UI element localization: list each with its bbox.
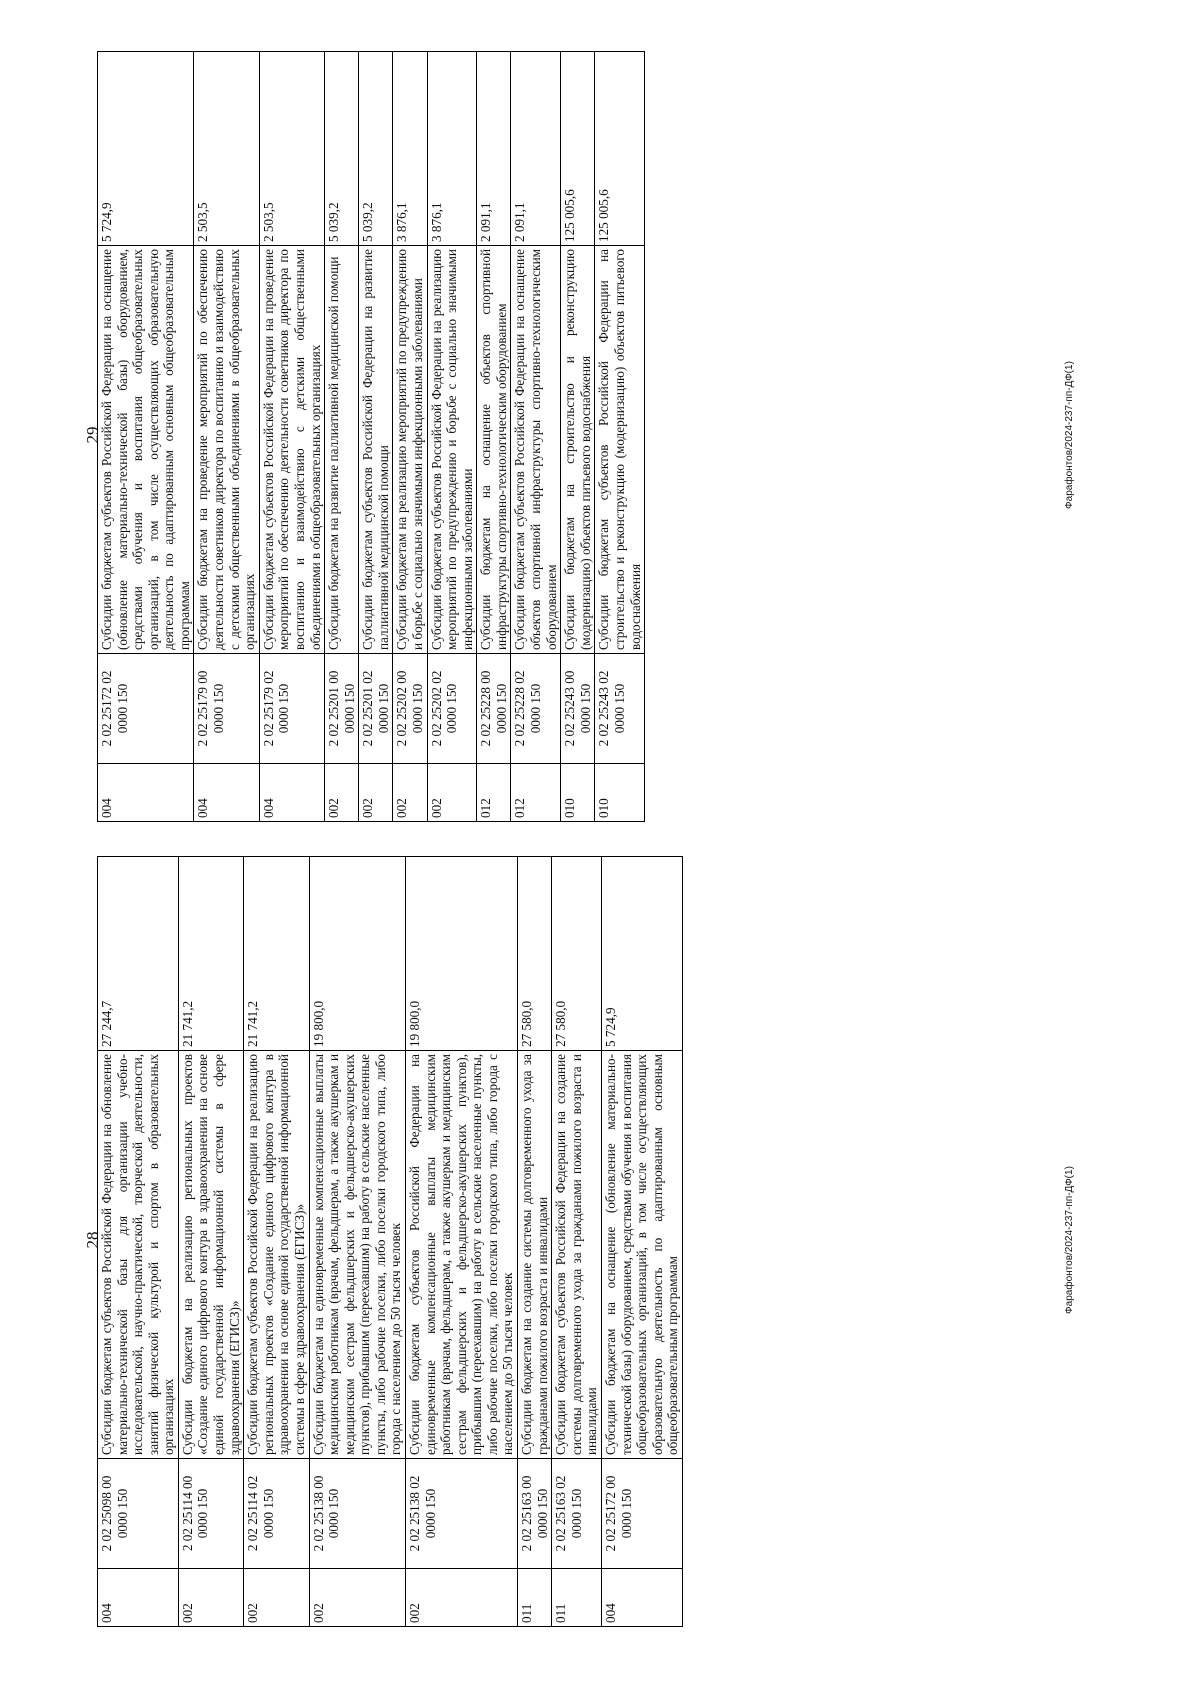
table-row: [511, 52, 561, 822]
table-row: [561, 52, 595, 822]
admin-code-cell: 010: [561, 764, 595, 822]
budget-code-cell: 2 02 25172 00 0000 150: [601, 1459, 682, 1569]
amount-cell: 2 091,1: [477, 52, 511, 246]
budget-code-cell: 2 02 25179 02 0000 150: [259, 654, 324, 764]
budget-code-cell: 2 02 25202 02 0000 150: [427, 654, 477, 764]
income-name-cell: Субсидии бюджетам на проведение мероприятий по обеспечению деятельности советников директора по воспитанию и взаимодействию с детскими общественными объединениями в общеобразовательных организациях: [194, 246, 259, 654]
amount-cell: 5 039,2: [325, 52, 359, 246]
table-row: [595, 52, 645, 822]
budget-code-cell: 2 02 25098 00 0000 150: [98, 1459, 179, 1569]
budget-code-cell: 2 02 25228 02 0000 150: [511, 654, 561, 764]
budget-code-cell: 2 02 25201 00 0000 150: [325, 654, 359, 764]
page-number: 29: [83, 426, 102, 444]
table-row: [178, 857, 243, 1627]
admin-code-cell: 002: [427, 764, 477, 822]
income-name-cell: Субсидии бюджетам субъектов Российской Федерации на строительство и реконструкцию (модернизацию) объектов питьевого водоснабжения: [595, 246, 645, 654]
table-row: [405, 857, 517, 1627]
admin-code-cell: 004: [194, 764, 259, 822]
admin-code-cell: 002: [244, 1569, 309, 1627]
budget-code-cell: 2 02 25172 02 0000 150: [98, 654, 194, 764]
table-row: [98, 857, 179, 1627]
budget-code-cell: 2 02 25243 02 0000 150: [595, 654, 645, 764]
income-name-cell: Субсидии бюджетам субъектов Российской Федерации на проведение мероприятий по обеспечению деятельности советников директора по воспитанию и взаимодействию с детскими общественными объединениями в общеобразовательных организациях: [259, 246, 324, 654]
revenue-table: [97, 856, 683, 1627]
budget-code-cell: 2 02 25138 02 0000 150: [405, 1459, 517, 1569]
admin-code-cell: 002: [309, 1569, 405, 1627]
income-name-cell: Субсидии бюджетам на оснащение объектов спортивной инфраструктуры спортивно-технологическим оборудованием: [477, 246, 511, 654]
admin-code-cell: 011: [552, 1569, 602, 1627]
admin-code-cell: 002: [405, 1569, 517, 1627]
amount-cell: 2 091,1: [511, 52, 561, 246]
admin-code-cell: 002: [359, 764, 393, 822]
budget-code-cell: 2 02 25163 02 0000 150: [552, 1459, 602, 1569]
amount-cell: 19 800,0: [405, 857, 517, 1051]
amount-cell: 3 876,1: [393, 52, 427, 246]
budget-code-cell: 2 02 25179 00 0000 150: [194, 654, 259, 764]
amount-cell: 5 039,2: [359, 52, 393, 246]
amount-cell: 21 741,2: [244, 857, 309, 1051]
admin-code-cell: 002: [325, 764, 359, 822]
table-row: [259, 52, 324, 822]
amount-cell: 27 580,0: [552, 857, 602, 1051]
amount-cell: 2 503,5: [194, 52, 259, 246]
page-29: [75, 40, 1075, 830]
admin-code-cell: 004: [601, 1569, 682, 1627]
income-name-cell: Субсидии бюджетам на реализацию мероприятий по предупреждению и борьбе с социально значимыми инфекционными заболеваниями: [393, 246, 427, 654]
admin-code-cell: 004: [98, 1569, 179, 1627]
admin-code-cell: 012: [511, 764, 561, 822]
amount-cell: 2 503,5: [259, 52, 324, 246]
amount-cell: 5 724,9: [601, 857, 682, 1051]
page-number: 28: [83, 1231, 102, 1249]
amount-cell: 21 741,2: [178, 857, 243, 1051]
revenue-table: [97, 51, 645, 822]
table-row: [244, 857, 309, 1627]
income-name-cell: Субсидии бюджетам на реализацию региональных проектов «Создание единого цифрового контура в здравоохранении на основе единой государственной информационной системы в сфере здравоохранения (ЕГИСЗ)»: [178, 1051, 243, 1459]
budget-code-cell: 2 02 25114 00 0000 150: [178, 1459, 243, 1569]
income-name-cell: Субсидии бюджетам субъектов Российской Федерации на оснащение (обновление материально-технической базы) оборудованием, средствами обучения и воспитания общеобразовательных организаций, в том числе осуществляющих образовательную деятельность по адаптированным основным общеобразовательным программам: [98, 246, 194, 654]
admin-code-cell: 004: [259, 764, 324, 822]
page-28: [75, 845, 1075, 1635]
budget-code-cell: 2 02 25138 00 0000 150: [309, 1459, 405, 1569]
table-row: [552, 857, 602, 1627]
income-name-cell: Субсидии бюджетам субъектов Российской Федерации на оснащение объектов спортивной инфраструктуры спортивно-технологическим оборудованием: [511, 246, 561, 654]
budget-code-cell: 2 02 25228 00 0000 150: [477, 654, 511, 764]
table-row: [309, 857, 405, 1627]
amount-cell: 125 005,6: [561, 52, 595, 246]
table-row: [601, 857, 682, 1627]
admin-code-cell: 004: [98, 764, 194, 822]
table-row: [518, 857, 552, 1627]
document-footer: Фарафонтов/2024-237-пп-ДФ(1): [1064, 1166, 1075, 1314]
admin-code-cell: 010: [595, 764, 645, 822]
budget-code-cell: 2 02 25201 02 0000 150: [359, 654, 393, 764]
table-row: [359, 52, 393, 822]
amount-cell: 19 800,0: [309, 857, 405, 1051]
amount-cell: 5 724,9: [98, 52, 194, 246]
income-name-cell: Субсидии бюджетам субъектов Российской Федерации на единовременные компенсационные выплаты медицинским работникам (врачам, фельдшерам, а также акушеркам и медицинским сестрам фельдшерских и фельдшерско-акушерских пунктов), прибывшим (переехавшим) на работу в сельские населенные пункты, либо рабочие поселки, либо поселки городского типа, либо города с населением до 50 тысяч человек: [405, 1051, 517, 1459]
table-row: [325, 52, 359, 822]
table-row: [98, 52, 194, 822]
amount-cell: 27 244,7: [98, 857, 179, 1051]
income-name-cell: Субсидии бюджетам на единовременные компенсационные выплаты медицинским работникам (врачам, фельдшерам, а также акушеркам и медицинским сестрам фельдшерских и фельдшерско-акушерских пунктов), прибывшим (переехавшим) на работу в сельские населенные пункты, либо рабочие поселки, либо поселки городского типа, либо города с населением до 50 тысяч человек: [309, 1051, 405, 1459]
amount-cell: 125 005,6: [595, 52, 645, 246]
admin-code-cell: 012: [477, 764, 511, 822]
income-name-cell: Субсидии бюджетам субъектов Российской Федерации на создание системы долговременного ухода за гражданами пожилого возраста и инвалидами: [552, 1051, 602, 1459]
income-name-cell: Субсидии бюджетам субъектов Российской Федерации на обновление материально-технической базы для организации учебно-исследовательской, научно-практической, творческой деятельности, занятий физической культурой и спортом в образовательных организациях: [98, 1051, 179, 1459]
table-row: [427, 52, 477, 822]
income-name-cell: Субсидии бюджетам на развитие паллиативной медицинской помощи: [325, 246, 359, 654]
income-name-cell: Субсидии бюджетам на оснащение (обновление материально-технической базы) оборудованием, средствами обучения и воспитания общеобразовательных организаций, в том числе осуществляющих образовательную деятельность по адаптированным основным общеобразовательным программам: [601, 1051, 682, 1459]
budget-code-cell: 2 02 25243 00 0000 150: [561, 654, 595, 764]
budget-code-cell: 2 02 25202 00 0000 150: [393, 654, 427, 764]
admin-code-cell: 011: [518, 1569, 552, 1627]
table-row: [393, 52, 427, 822]
income-name-cell: Субсидии бюджетам субъектов Российской Федерации на реализацию региональных проектов «Создание единого цифрового контура в здравоохранении на основе единой государственной информационной системы в сфере здравоохранения (ЕГИСЗ)»: [244, 1051, 309, 1459]
income-name-cell: Субсидии бюджетам субъектов Российской Федерации на реализацию мероприятий по предупреждению и борьбе с социально значимыми инфекционными заболеваниями: [427, 246, 477, 654]
income-name-cell: Субсидии бюджетам на создание системы долговременного ухода за гражданами пожилого возраста и инвалидами: [518, 1051, 552, 1459]
admin-code-cell: 002: [393, 764, 427, 822]
income-name-cell: Субсидии бюджетам на строительство и реконструкцию (модернизацию) объектов питьевого водоснабжения: [561, 246, 595, 654]
admin-code-cell: 002: [178, 1569, 243, 1627]
budget-code-cell: 2 02 25114 02 0000 150: [244, 1459, 309, 1569]
amount-cell: 27 580,0: [518, 857, 552, 1051]
document-footer: Фарафонтов/2024-237-пп-ДФ(1): [1064, 361, 1075, 509]
budget-code-cell: 2 02 25163 00 0000 150: [518, 1459, 552, 1569]
income-name-cell: Субсидии бюджетам субъектов Российской Федерации на развитие паллиативной медицинской помощи: [359, 246, 393, 654]
amount-cell: 3 876,1: [427, 52, 477, 246]
table-row: [477, 52, 511, 822]
table-row: [194, 52, 259, 822]
